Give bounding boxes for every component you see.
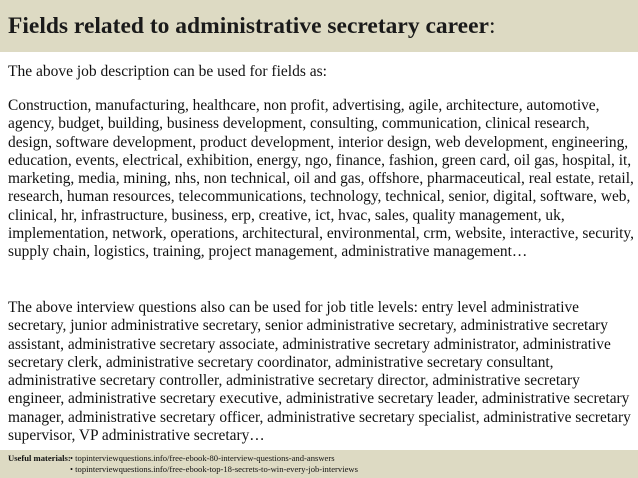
page-title-colon: : [488,13,496,39]
footer-link-2[interactable]: • topinterviewquestions.info/free-ebook-top-18-secrets-to-win-every-job-interviews [70,464,358,474]
job-levels-paragraph: The above interview questions also can be used for job title levels: entry level administrative secretary, junior administrative secretary, senior administrative secretary, administrative secretary assistant, administrative secretary associate, administrative secretary administrator, administrative secretary clerk, administrative secretary coordinator, administrative secretary consultant, administrative secretary controller, administrative secretary director, administrative secretary engineer, administrative secretary executive, administrative secretary leader, administrative secretary manager, administrative secretary officer, administrative secretary specialist, administrative secretary supervisor, VP administrative secretary… [8,299,631,445]
useful-materials-label: Useful materials: [8,453,71,463]
footer-row-1 [8,453,638,464]
page-title [8,12,638,40]
fields-paragraph: Construction, manufacturing, healthcare, non profit, advertising, agile, architecture, automotive, agency, budget, building, business development, consulting, communication, clinical research, design, software development, product development, interior design, web development, engineering, education, events, electrical, exhibition, energy, ngo, finance, fashion, green card, oil gas, hospital, it, marketing, media, mining, nhs, non technical, oil and gas, offshore, pharmaceutical, real estate, retail, research, human resources, telecommunications, technology, technical, senior, digital, software, web, clinical, hr, infrastructure, business, erp, creative, ict, hvac, sales, quality management, uk, implementation, network, operations, architectural, environmental, crm, website, interactive, security, supply chain, logistics, training, project management, administrative management… [8,97,634,261]
footer-row-2 [8,464,638,475]
title-banner [0,0,638,52]
intro-text: The above job description can be used for fields as: [8,63,327,80]
page-title-text: Fields related to administrative secretary career [8,13,489,39]
footer-banner [0,450,638,478]
footer-link-1[interactable]: • topinterviewquestions.info/free-ebook-80-interview-questions-and-answers [70,453,335,463]
